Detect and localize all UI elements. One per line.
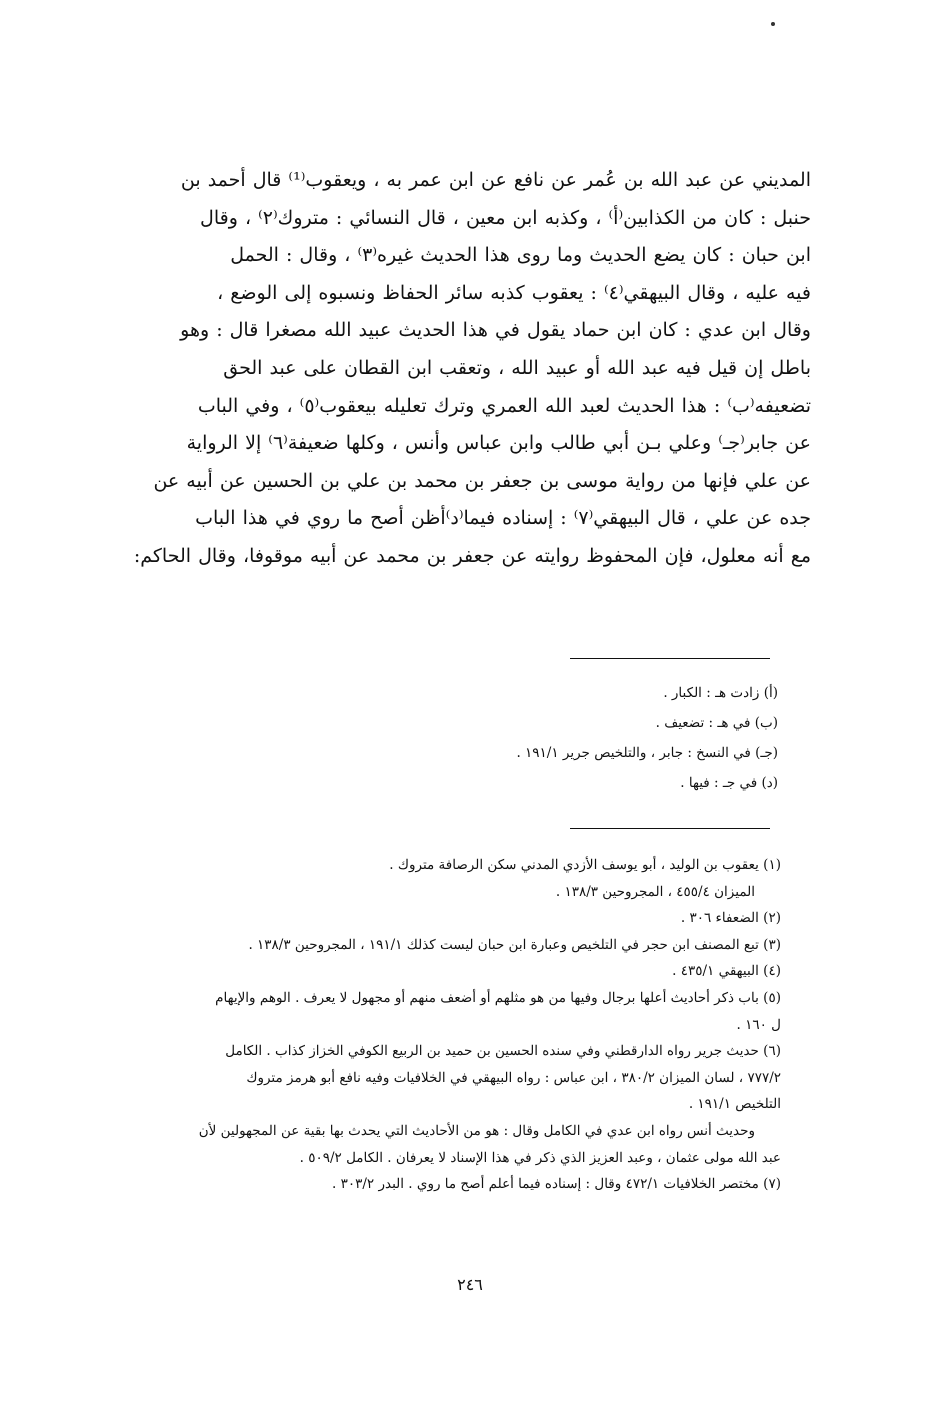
body-line: المديني عن عبد الله بن عُمر عن نافع عن ابن عمر به ، ويعقوب⁽¹⁾ قال أحمد بن <box>180 169 811 191</box>
body-line: حنبل : كان من الكذابين⁽أ⁾ ، وكذبه ابن معين ، قال النسائي : متروك⁽٢⁾ ، وقال <box>200 206 811 229</box>
reference-footnote: (٦) حديث جرير رواه الدارقطني وفي سنده الحسين بن حميد بن الربيع الكوفي الخزاز كذاب . الكامل <box>225 1043 781 1060</box>
reference-footnote: عبد الله مولى عثمان ، وعبد العزيز الذي ذكر في هذا الإسناد لا يعرفان . الكامل ٥٠٩/٢ . <box>299 1149 781 1166</box>
reference-footnote: الميزان ٤٥٥/٤ ، المجروحين ١٣٨/٣ . <box>555 883 755 900</box>
body-line: فيه عليه ، وقال البيهقي⁽٤⁾ : يعقوب كذبه سائر الحفاظ ونسبوه إلى الوضع ، <box>217 281 811 304</box>
body-line: جده عن علي ، قال البيهقي⁽٧⁾ : إسناده فيما⁽د⁾أظن أصح ما روي في هذا الباب <box>195 507 811 530</box>
body-line: تضعيفه⁽ب⁾ : هذا الحديث لعبد الله العمري وترك تعليله بيعقوب⁽٥⁾ ، وفي الباب <box>197 394 811 417</box>
body-line: ابن حبان : كان يضع الحديث وما روى هذا الحديث غيره⁽٣⁾ ، وقال : الحمل <box>230 244 811 267</box>
body-line: عن علي فإنها من رواية موسى بن جعفر بن محمد بن علي بن الحسين عن أبيه عن <box>153 469 811 492</box>
body-line: مع أنه معلول، فإن المحفوظ روايته عن جعفر بن محمد عن أبيه موقوفا، وقال الحاكم: <box>133 544 811 567</box>
variant-footnote: (د) في جـ : فيها . <box>680 775 778 791</box>
main-body-text <box>103 162 811 576</box>
body-line: وقال ابن عدي : كان ابن حماد يقول في هذا الحديث عبيد الله مصغرا قال : وهو <box>180 319 811 342</box>
reference-footnote: (٧) مختصر الخلافيات ٤٧٢/١ وقال : إسناده فيما أعلم أصح ما روي . البدر ٣٠٣/٢ . <box>332 1176 781 1193</box>
variant-footnote: (أ) زادت هـ : الكبار . <box>663 685 778 701</box>
reference-footnote: وحديث أنس رواه ابن عدي في الكامل وقال : هو من الأحاديث التي يحدث بها بقية عن المجهولين لأن <box>198 1122 755 1139</box>
body-line: عن جابر⁽جـ⁾ وعلي بـن أبي طالب وابن عباس وأنس ، وكلها ضعيفة⁽٦⁾ إلا الرواية <box>186 432 811 455</box>
reference-footnote: (٥) باب ذكر أحاديث أعلها برجال وفيها من هو مثلهم أو أضعف منهم أو مجهول لا يعرف . الوهم والإيهام <box>215 989 781 1006</box>
reference-footnote: (٣) تبع المصنف ابن حجر في التلخيص وعبارة ابن حبان ليست كذلك ١٩١/١ ، المجروحين ١٣٨/٣ . <box>248 936 781 953</box>
variant-footnotes <box>300 678 778 798</box>
footnote-separator-letters <box>570 658 770 659</box>
footnote-separator-numbers <box>570 828 770 829</box>
reference-footnote: (١) يعقوب بن الوليد ، أبو يوسف الأزدي المدني سكن الرصافة متروك . <box>389 857 781 873</box>
variant-footnote: (جـ) في النسخ : جابر ، والتلخيص جرير ١٩١/١ . <box>516 745 778 761</box>
reference-footnote: ٧٧٧/٢ ، لسان الميزان ٣٨٠/٢ ، ابن عباس : رواه البيهقي في الخلافيات وفيه نافع أبو هرمز متروك <box>246 1069 781 1086</box>
reference-footnote: التلخيص ١٩١/١ . <box>688 1096 781 1113</box>
page-number: ٢٤٦ <box>457 1275 483 1294</box>
variant-footnote: (ب) في هـ : تضعيف . <box>655 715 778 731</box>
page-mark <box>771 22 775 26</box>
body-line: باطل إن قيل فيه عبد الله أو عبيد الله ، وتعقب ابن القطان على عبد الحق <box>223 356 811 379</box>
reference-footnote: ل ١٦٠ . <box>736 1016 781 1033</box>
reference-footnote: (٢) الضعفاء ٣٠٦ . <box>680 910 781 927</box>
reference-footnote: (٤) البيهقي ٤٣٥/١ . <box>672 963 781 980</box>
reference-footnotes <box>103 852 781 1198</box>
